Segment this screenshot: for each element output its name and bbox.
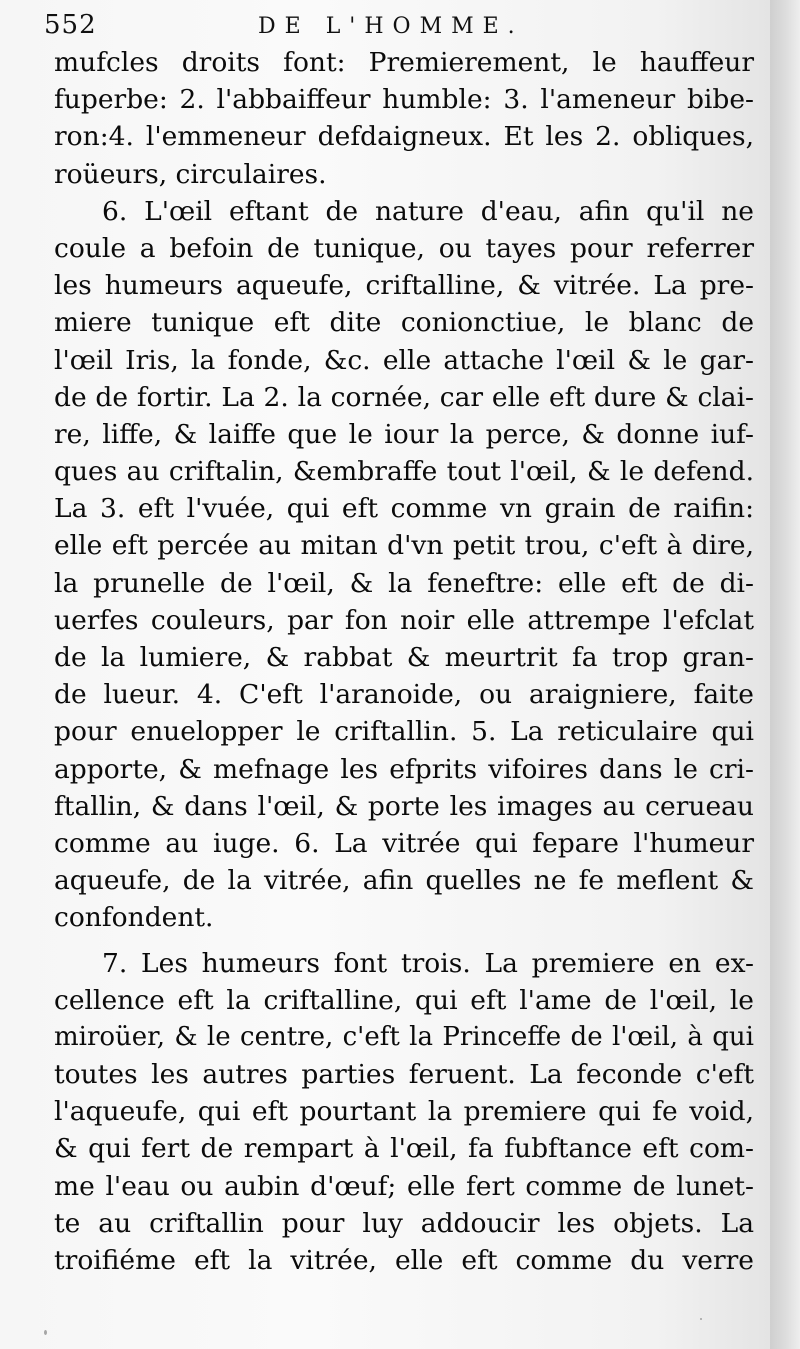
text-line: la prunelle de l'œil, & la feneftre: elle eft de di-: [54, 567, 754, 599]
text-line: me l'eau ou aubin d'œuf; elle fert comme de lunet-: [54, 1170, 754, 1202]
text-line: aqueufe, de la vitrée, afin quelles ne fe meflent &: [54, 865, 754, 897]
running-title: DE L'HOMME.: [258, 14, 524, 39]
text-line: pour enuelopper le criftallin. 5. La reticulaire qui: [54, 716, 754, 748]
text-line: roüeurs, circulaires.: [54, 158, 327, 190]
text-line: miere tunique eft dite conionctiue, le blanc de: [54, 307, 754, 339]
page-header: [44, 10, 764, 46]
text-line: cellence eft la criftalline, qui eft l'ame de l'œil, le: [54, 984, 754, 1016]
text-line: mufcles droits font: Premierement, le hauffeur: [54, 47, 754, 78]
text-line: ftallin, & dans l'œil, & porte les images au cerueau: [54, 790, 754, 822]
paragraph-7-start: 7. Les humeurs font trois. La premiere en ex-: [102, 947, 754, 979]
text-line: de de fortir. La 2. la cornée, car elle eft dure & clai-: [54, 381, 754, 413]
text-line: ron:4. l'emmeneur defdaigneux. Et les 2. obliques,: [54, 121, 754, 153]
text-line: La 3. eft l'vuée, qui eft comme vn grain de raifin:: [54, 493, 754, 525]
paper-speck: [44, 1330, 47, 1335]
text-line: confondent.: [54, 902, 214, 934]
text-line: & qui fert de rempart à l'œil, fa fubftance eft com-: [54, 1133, 754, 1165]
text-line: les humeurs aqueufe, criftalline, & vitrée. La pre-: [54, 270, 754, 302]
text-line: elle eft percée au mitan d'vn petit trou, c'eft à dire,: [54, 530, 754, 562]
paragraph-6-start: 6. L'œil eftant de nature d'eau, afin qu'il ne: [102, 195, 754, 227]
text-line: de la lumiere, & rabbat & meurtrit fa trop gran-: [54, 642, 754, 673]
text-line: troifiéme eft la vitrée, elle eft comme du verre: [54, 1245, 754, 1276]
text-line: coule a befoin de tunique, ou tayes pour referrer: [54, 232, 754, 264]
paper-speck: [700, 1318, 702, 1320]
text-line: fuperbe: 2. l'abbaiffeur humble: 3. l'ameneur bibe-: [54, 84, 754, 116]
text-line: re, liffe, & laiffe que le iour la perce, & donne iuf-: [54, 418, 754, 450]
text-line: l'aqueufe, qui eft pourtant la premiere qui fe void,: [54, 1096, 754, 1128]
text-line: comme au iuge. 6. La vitrée qui fepare l'humeur: [54, 827, 754, 859]
text-line: te au criftallin pour luy addoucir les objets. La: [54, 1207, 754, 1239]
text-line: uerfes couleurs, par fon noir elle attrempe l'efclat: [54, 604, 754, 636]
text-line: toutes les autres parties feruent. La feconde c'eft: [54, 1059, 754, 1091]
page-number: 552: [44, 10, 97, 40]
paragraph-gap: [54, 937, 754, 945]
text-line: de lueur. 4. C'eft l'aranoide, ou araigniere, faite: [54, 679, 754, 711]
text-line: apporte, & mefnage les efprits vifoires dans le cri-: [54, 753, 754, 785]
text-line: l'œil Iris, la fonde, &c. elle attache l'œil & le gar-: [54, 344, 754, 376]
text-line: ques au criftalin, &embraffe tout l'œil, & le defend.: [54, 456, 754, 488]
page-edge-shadow: [770, 0, 800, 1349]
body-text: [54, 44, 754, 1279]
text-line: miroüer, & le centre, c'eft la Princeffe de l'œil, à qui: [54, 1021, 754, 1052]
